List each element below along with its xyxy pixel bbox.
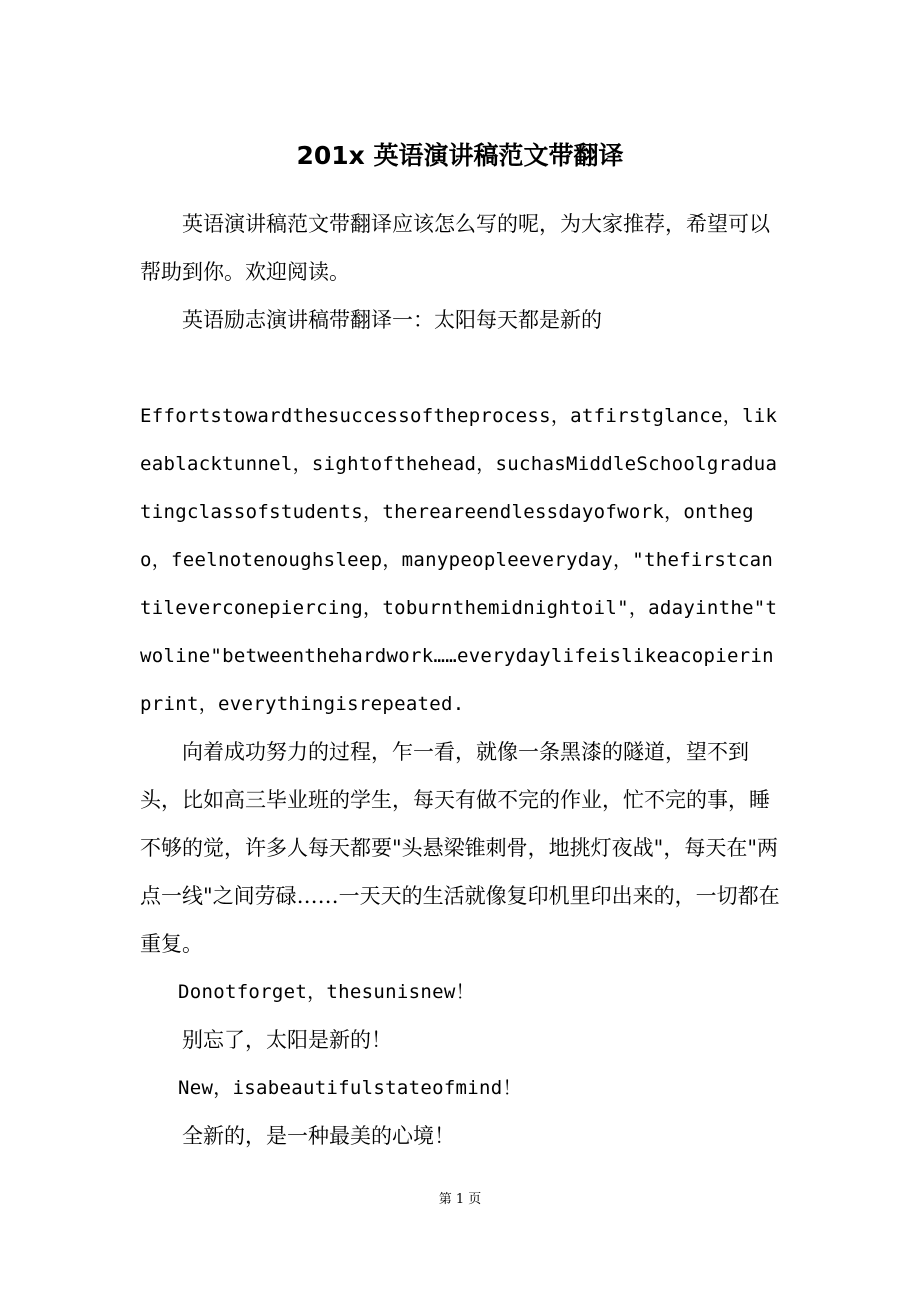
- chinese-paragraph: 向着成功努力的过程，乍一看，就像一条黑漆的隧道，望不到头，比如高三毕业班的学生，每天有做不完的作业，忙不完的事，睡不够的觉，许多人每天都要"头悬梁锥刺骨，地挑灯夜战"，每天在"两点一线"之间劳碌……一天天的生活就像复印机里印出来的，一切都在重复。: [140, 740, 780, 956]
- english-line-1: Donotforget，thesunisnew！: [178, 981, 475, 1003]
- english-paragraph: Effortstowardthesuccessoftheprocess，atfirstglance，likeablacktunnel，sightofthehead，suchasMiddleSchoolgraduatingclassofstudents，thereareendlessdayofwork，onthego，feelnotenoughsleep，manypeopleeveryday，"thefirstcantileverconepiercing，toburnthemidnightoil"，adayinthe"twoline"betweenthehardwork……everydaylifeislikeacopierinprint，everythingisrepeated.: [140, 405, 778, 715]
- document-body: [140, 200, 780, 1160]
- paragraph-spacer: [140, 344, 780, 392]
- english-line-2: New，isabeautifulstateofmind！: [178, 1077, 522, 1099]
- section-heading: 英语励志演讲稿带翻译一：太阳每天都是新的: [182, 308, 602, 332]
- chinese-line-2: 全新的，是一种最美的心境！: [182, 1124, 455, 1148]
- intro-paragraph: 英语演讲稿范文带翻译应该怎么写的呢，为大家推荐，希望可以帮助到你。欢迎阅读。: [140, 212, 770, 284]
- document-title: 201x 英语演讲稿范文带翻译: [296, 141, 624, 170]
- chinese-line-1: 别忘了，太阳是新的！: [182, 1028, 392, 1052]
- page-number: 第 1 页: [438, 1192, 482, 1207]
